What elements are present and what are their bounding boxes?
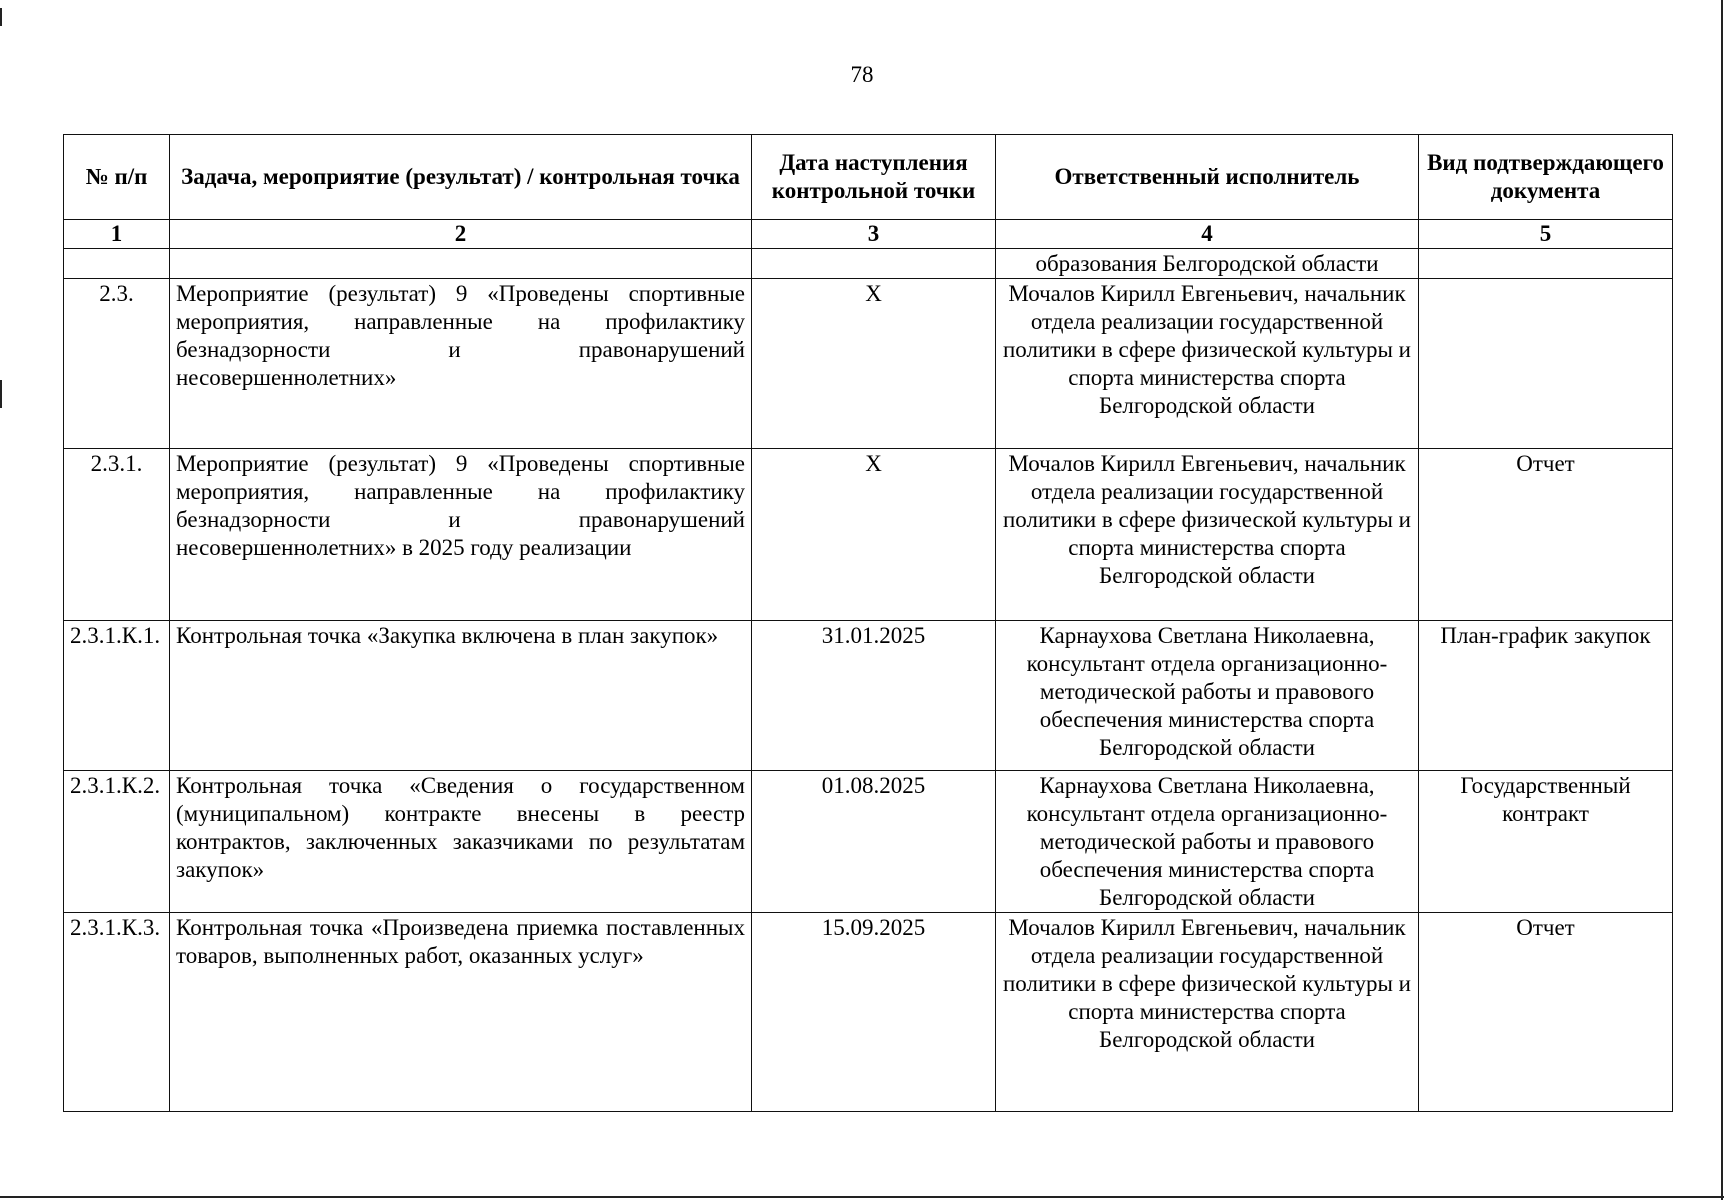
header-date: Дата наступления контрольной точки — [752, 135, 996, 220]
cell-date: Х — [752, 279, 996, 449]
cell-executor: Карнаухова Светлана Николаевна, консультант отдела организационно-методической работы и правового обеспечения министерства спорта Белгородской области — [996, 771, 1419, 913]
column-number-row — [64, 220, 1673, 249]
cell-num — [64, 249, 170, 279]
cell-task: Контрольная точка «Произведена приемка поставленных товаров, выполненных работ, оказанных услуг» — [170, 913, 752, 1112]
cell-num: 2.3.1.К.3. — [64, 913, 170, 1112]
cell-executor: Карнаухова Светлана Николаевна, консультант отдела организационно-методической работы и правового обеспечения министерства спорта Белгородской области — [996, 621, 1419, 771]
control-points-table — [63, 134, 1673, 1112]
left-edge-mark — [0, 8, 2, 26]
column-number: 1 — [64, 220, 170, 249]
cell-document — [1419, 249, 1673, 279]
cell-document: План-график закупок — [1419, 621, 1673, 771]
cell-date — [752, 249, 996, 279]
column-number: 3 — [752, 220, 996, 249]
header-num: № п/п — [64, 135, 170, 220]
cell-executor: образования Белгородской области — [996, 249, 1419, 279]
table-row — [64, 913, 1673, 1112]
cell-document: Отчет — [1419, 913, 1673, 1112]
cell-date: 31.01.2025 — [752, 621, 996, 771]
cell-task: Мероприятие (результат) 9 «Проведены спортивные мероприятия, направленные на профилактику безнадзорности и правонарушений несовершеннолетних» — [170, 279, 752, 449]
cell-date: 15.09.2025 — [752, 913, 996, 1112]
cell-document: Государственный контракт — [1419, 771, 1673, 913]
table-row — [64, 621, 1673, 771]
cell-document — [1419, 279, 1673, 449]
cell-task: Контрольная точка «Закупка включена в план закупок» — [170, 621, 752, 771]
header-document: Вид подтверждающего документа — [1419, 135, 1673, 220]
cell-task: Контрольная точка «Сведения о государственном (муниципальном) контракте внесены в реестр контрактов, заключенных заказчиками по результатам закупок» — [170, 771, 752, 913]
cell-date: 01.08.2025 — [752, 771, 996, 913]
cell-num: 2.3.1.К.2. — [64, 771, 170, 913]
column-number: 2 — [170, 220, 752, 249]
column-number: 5 — [1419, 220, 1673, 249]
cell-executor: Мочалов Кирилл Евгеньевич, начальник отдела реализации государственной политики в сфере физической культуры и спорта министерства спорта Белгородской области — [996, 279, 1419, 449]
cell-date: Х — [752, 449, 996, 621]
cell-document: Отчет — [1419, 449, 1673, 621]
bottom-scan-line — [0, 1196, 1724, 1198]
table-row — [64, 279, 1673, 449]
continuation-row — [64, 249, 1673, 279]
cell-executor: Мочалов Кирилл Евгеньевич, начальник отдела реализации государственной политики в сфере физической культуры и спорта министерства спорта Белгородской области — [996, 913, 1419, 1112]
cell-task — [170, 249, 752, 279]
right-scan-line — [1721, 0, 1723, 1200]
cell-executor: Мочалов Кирилл Евгеньевич, начальник отдела реализации государственной политики в сфере физической культуры и спорта министерства спорта Белгородской области — [996, 449, 1419, 621]
left-edge-mark — [0, 380, 2, 408]
column-number: 4 — [996, 220, 1419, 249]
table-row — [64, 449, 1673, 621]
cell-num: 2.3. — [64, 279, 170, 449]
page-number: 78 — [850, 62, 874, 87]
header-task: Задача, мероприятие (результат) / контрольная точка — [170, 135, 752, 220]
cell-task: Мероприятие (результат) 9 «Проведены спортивные мероприятия, направленные на профилактику безнадзорности и правонарушений несовершеннолетних» в 2025 году реализации — [170, 449, 752, 621]
header-executor: Ответственный исполнитель — [996, 135, 1419, 220]
header-row — [64, 135, 1673, 220]
cell-num: 2.3.1.К.1. — [64, 621, 170, 771]
table-row — [64, 771, 1673, 913]
cell-num: 2.3.1. — [64, 449, 170, 621]
